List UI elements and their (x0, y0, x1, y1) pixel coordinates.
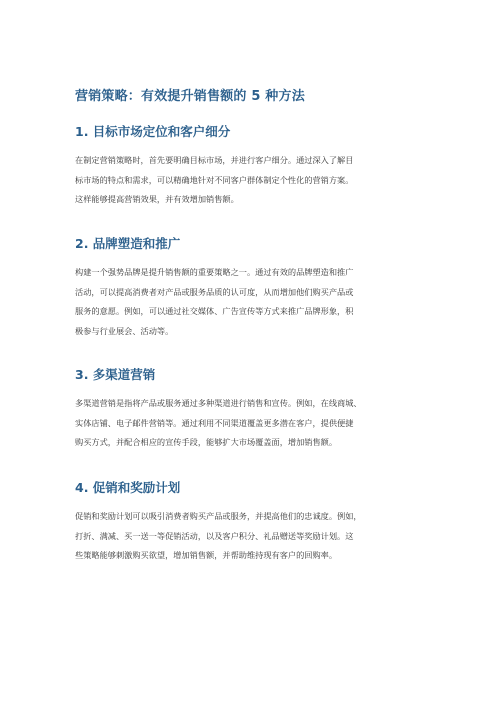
paragraph-line: 些策略能够刺激购买欲望，增加销售额，并帮助维持现有客户的回购率。 (75, 550, 338, 560)
section-heading-3: 3. 多渠道营销 (75, 367, 156, 382)
paragraph-line: 购买方式，并配合相应的宣传手段，能够扩大市场覆盖面，增加销售额。 (75, 437, 338, 447)
paragraph-line: 服务的意愿。例如，可以通过社交媒体、广告宣传等方式来推广品牌形象，积 (75, 306, 354, 316)
section-heading-1: 1. 目标市场定位和客户细分 (75, 124, 231, 139)
paragraph-line: 标市场的特点和需求，可以精确地针对不同客户群体制定个性化的营销方案。 (75, 174, 354, 185)
paragraph-line: 这样能够提高营销效果，并有效增加销售额。 (75, 194, 239, 204)
section-paragraph-2 (75, 263, 435, 341)
paragraph-line: 活动，可以提高消费者对产品或服务品质的认可度，从而增加他们购买产品或 (75, 286, 354, 297)
paragraph-line: 多渠道营销是指将产品或服务通过多种渠道进行销售和宣传。例如，在线商城、 (75, 398, 362, 408)
section-heading-2: 2. 品牌塑造和推广 (75, 236, 181, 251)
document-title: 营销策略：有效提升销售额的 5 种方法 (75, 89, 305, 104)
section-paragraph-3 (75, 394, 435, 453)
paragraph-line: 实体店铺、电子邮件营销等。通过利用不同渠道覆盖更多潜在客户，提供便捷 (75, 417, 354, 428)
paragraph-line: 构建一个强势品牌是提升销售额的重要策略之一。通过有效的品牌塑造和推广 (75, 267, 354, 277)
paragraph-line: 促销和奖励计划可以吸引消费者购买产品或服务，并提高他们的忠诚度。例如， (75, 511, 362, 521)
paragraph-line: 在制定营销策略时，首先要明确目标市场，并进行客户细分。通过深入了解目 (75, 155, 354, 165)
paragraph-line: 打折、满减、买一送一等促销活动，以及客户积分、礼品赠送等奖励计划。这 (75, 530, 354, 541)
section-heading-4: 4. 促销和奖励计划 (75, 480, 181, 495)
paragraph-line: 极参与行业展会、活动等。 (75, 325, 174, 336)
section-paragraph-1 (75, 151, 435, 210)
section-paragraph-4 (75, 507, 435, 566)
